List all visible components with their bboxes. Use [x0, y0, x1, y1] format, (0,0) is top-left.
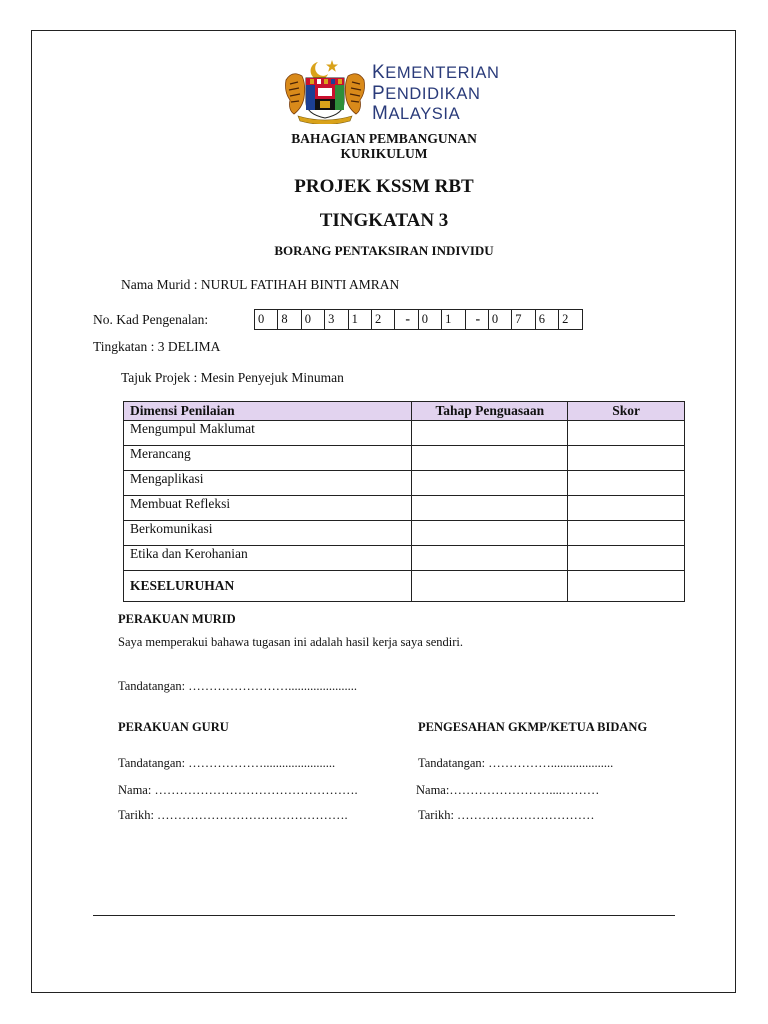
class-label: Tingkatan : 3 DELIMA	[93, 339, 221, 354]
total-level-cell[interactable]	[412, 571, 568, 602]
score-cell[interactable]	[568, 421, 685, 446]
ic-digit: 7	[512, 310, 535, 329]
teacher-date-line: Tarikh: ……………………………………….	[118, 808, 348, 822]
approval-signature-line: Tandatangan: ……………....................	[418, 756, 614, 770]
bottom-divider	[93, 915, 675, 916]
ic-digit: 0	[255, 310, 278, 329]
ic-label: No. Kad Pengenalan:	[93, 312, 209, 327]
student-declaration-text: Saya memperakui bahawa tugasan ini adalah hasil kerja saya sendiri.	[118, 635, 464, 649]
level-cell[interactable]	[412, 471, 568, 496]
division-heading: BAHAGIAN PEMBANGUNAN KURIKULUM	[291, 131, 477, 161]
table-row	[124, 446, 685, 471]
level-cell[interactable]	[412, 546, 568, 571]
teacher-signature-line: Tandatangan: ……………….......................	[118, 756, 336, 770]
student-name: Nama Murid : NURUL FATIHAH BINTI AMRAN	[121, 277, 400, 292]
ic-digit: 0	[419, 310, 442, 329]
table-row	[124, 546, 685, 571]
ic-separator: -	[395, 310, 418, 329]
form-title: BORANG PENTAKSIRAN INDIVIDU	[274, 243, 494, 258]
ic-digit: 3	[325, 310, 348, 329]
student-signature-line: Tandatangan: ……………………......................	[118, 679, 358, 693]
header-score: Skor	[568, 402, 685, 421]
assessment-table	[123, 401, 685, 602]
coat-of-arms-icon	[282, 58, 368, 124]
teacher-name-line: Nama: ………………………………………….	[118, 783, 358, 797]
student-declaration-heading: PERAKUAN MURID	[118, 612, 236, 626]
score-cell[interactable]	[568, 546, 685, 571]
dimension-cell: Mengumpul Maklumat	[124, 421, 412, 446]
ic-digit: 6	[536, 310, 559, 329]
score-cell[interactable]	[568, 496, 685, 521]
level-cell[interactable]	[412, 421, 568, 446]
ic-separator: -	[466, 310, 489, 329]
score-cell[interactable]	[568, 471, 685, 496]
ic-digit: 2	[562, 312, 569, 326]
dimension-cell: Berkomunikasi	[124, 521, 412, 546]
ministry-logo-text: KEMENTERIAN PENDIDIKAN MALAYSIA	[372, 62, 500, 124]
table-row	[124, 521, 685, 546]
total-score-cell[interactable]	[568, 571, 685, 602]
level-title: TINGKATAN 3	[319, 210, 449, 231]
approval-heading: PENGESAHAN GKMP/KETUA BIDANG	[418, 720, 648, 734]
table-total-row	[124, 571, 685, 602]
table-header-row	[124, 402, 685, 421]
ic-digit: 0	[302, 310, 325, 329]
level-cell[interactable]	[412, 446, 568, 471]
approval-date-line: Tarikh: ……………………………	[418, 808, 595, 822]
ic-number-boxes	[254, 309, 583, 330]
table-row	[124, 496, 685, 521]
project-topic: Tajuk Projek : Mesin Penyejuk Minuman	[121, 370, 344, 385]
teacher-declaration-heading: PERAKUAN GURU	[118, 720, 229, 734]
approval-name-line: Nama:……………………....………	[416, 783, 600, 797]
table-row	[124, 421, 685, 446]
score-cell[interactable]	[568, 446, 685, 471]
level-cell[interactable]	[412, 496, 568, 521]
table-row	[124, 471, 685, 496]
header-level: Tahap Penguasaan	[412, 402, 568, 421]
dimension-cell: Mengaplikasi	[124, 471, 412, 496]
ic-digit: 1	[442, 310, 465, 329]
level-cell[interactable]	[412, 521, 568, 546]
ic-digit: 8	[278, 310, 301, 329]
dimension-cell: Etika dan Kerohanian	[124, 546, 412, 571]
header-dimension: Dimensi Penilaian	[124, 402, 412, 421]
ic-digit: 2	[372, 310, 395, 329]
ic-digit: 0	[489, 310, 512, 329]
score-cell[interactable]	[568, 521, 685, 546]
ic-digit: 1	[349, 310, 372, 329]
dimension-cell: Merancang	[124, 446, 412, 471]
total-label: KESELURUHAN	[124, 571, 412, 602]
project-title: PROJEK KSSM RBT	[294, 176, 474, 197]
dimension-cell: Membuat Refleksi	[124, 496, 412, 521]
